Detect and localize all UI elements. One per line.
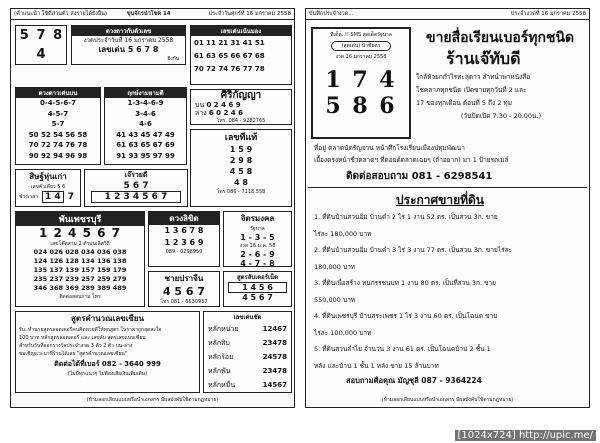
jiraw-v1: 1 - 3 - 5	[240, 233, 275, 242]
notice-line: 180,000 บาท	[314, 262, 356, 271]
odd-pair-box	[190, 25, 292, 85]
mitr-v1: 1 4	[42, 191, 64, 203]
notice-line: 3. ที่ดินเพื่อสร้าง ทนกรรชนบท 1 งาน 80 ตร. เป็นที่สวน 3ก. ขาย	[314, 279, 496, 287]
ruks-row: 3-4-6	[135, 109, 156, 118]
formula-line: รับ..ทำนายสูตรลอตเตอรี่คนคิดหวยดีให้ทุกสูตร ในราคาถูกสุดสะใจ	[19, 327, 162, 333]
sirikaya-label2: ล่าง	[195, 109, 207, 117]
pet-sub: เลขโต๊ดสาม 2 ตัวบนเลิศวิถี	[50, 241, 110, 247]
luck-line2: เลขเด่น 5 6 7 8	[98, 45, 159, 54]
number-grid	[15, 25, 67, 65]
notice-line: 5. ที่ดินสวนลำไย จำนวน 3 งาน 61 ตร. เป็นโฉนดบ้าน 2 ชั้น 1	[314, 345, 491, 353]
hits-row: หลักพัน 23478	[208, 367, 287, 375]
shop-line1: ขายสื่อเรียนเบอร์ทุกชนิด	[426, 30, 575, 46]
grid-cell: 5	[19, 28, 29, 43]
ruks-title: ฤกษ์งามยามดี	[105, 88, 186, 98]
ruks-box	[104, 87, 187, 165]
pet-row: 124 126 128 134 136 138	[33, 257, 127, 265]
badge-date: งวด 16 มกราคม 2558	[335, 54, 387, 60]
right-header	[306, 9, 589, 20]
pet-title: พันเพชรบุรี	[16, 212, 144, 226]
jin-box	[84, 169, 188, 207]
pet-row: 135 137 139 157 159 179	[33, 266, 127, 274]
left-header	[11, 9, 294, 20]
chai-title: ชายปราจีน	[164, 274, 204, 283]
daochid-v1: 1 3 6 7 8	[164, 226, 204, 235]
grid-cell: 4	[36, 47, 46, 62]
odd-pair-row: 61 63 65 66 67 68	[194, 52, 265, 60]
num-bottom: 5 8 6	[325, 93, 397, 119]
sirikaya-phone: โทร. 084 - 9282765	[216, 118, 266, 124]
daolak-title: ดวงดาวเด่นบน	[16, 88, 100, 98]
left-page	[10, 8, 295, 408]
lek-box	[190, 129, 292, 207]
right-header-left: บันทึกประจำงวด...	[309, 11, 354, 17]
sport-v1: 1 4 5 6	[228, 282, 287, 293]
left-header-left: (คำแนะนำ ใช้ดีส่วนตัว ส่งรายได้ยั่งยืน)	[14, 11, 108, 17]
luck-line1: งวดประจำวันที่ 16 มกราคม 2558	[83, 37, 174, 44]
daolak-row: 4-5-7	[47, 109, 69, 118]
grid-cell: 8	[53, 28, 63, 43]
daolak-row: 0-4-5-6-7	[40, 99, 76, 107]
jiraw-date: งวด 16.ม.ค. 58	[239, 243, 276, 249]
formula-line: สำหรับวันที่ออกรางวัลประจำงวด 3 ตัว 2 ตัว บน-ล่าง	[19, 343, 133, 349]
daolak-row: 90 92 94 96 98	[28, 151, 88, 160]
right-footer: (ห้ามลอกเลียนแบบหรือนำเอกสาร มีผลบังคับใช้ตามกฎหมาย)	[381, 397, 514, 403]
jiraw-box	[223, 211, 292, 267]
sirikaya-v1: 0 2 4 6 9	[206, 101, 241, 109]
ruks-row: 41 43 45 47 49	[116, 130, 175, 139]
shop-line2: ร้านเจ๊ทับดี	[446, 49, 521, 68]
daolak-row: 50 52 54 56 58	[28, 130, 88, 139]
right-page	[305, 8, 590, 408]
odd-pair-row: 01 11 21 31 41 51	[194, 39, 265, 47]
grid-cell: 7	[36, 28, 46, 43]
hits-row: หลักสิบ 23478	[208, 339, 287, 347]
pet-box	[15, 211, 145, 307]
pet-row: 235 237 239 257 259 279	[33, 275, 127, 283]
shop-address	[314, 142, 586, 166]
jin-v1: 5 6 7	[123, 181, 149, 191]
notice-line: 4. ที่ดินเพชรบุรี บ้านสระเพชร 1 ไร่ 3 งาน 60 ตร. เป็นโฉนด ขาย	[314, 312, 498, 320]
shop-body-line: ใกล้หัวยกกำไรทะลุดาว ลำทนำพาหนังสือ	[416, 73, 531, 81]
badge-title: (สุดเด่น) นำชัยดา	[331, 41, 391, 51]
formula-box	[15, 311, 200, 393]
notice-line: 1. ที่ดินบ้านสวนอิ่ม บ้านดำ 2 ไร่ 1 งาน 52 ตร. เป็นสวน 3ก. ขาย	[314, 213, 498, 221]
daolak-box	[15, 87, 101, 165]
jin-v2: 1 2 3 4 5 6 7	[91, 191, 181, 203]
left-footer: (ห้ามลอกเลียนแบบหรือนำเอกสาร มีผลบังคับใช้ตามกฎหมาย)	[86, 397, 219, 403]
lek-row: 2 9 8	[229, 156, 253, 165]
pet-note: ติดต่อสอบถาม โทร	[59, 294, 101, 300]
daochid-box	[148, 211, 220, 267]
shop-body-line: เยื้องตรงหน้าชีวตลาดฯ ที่ดอยด์ตลาดเฉยๆ (ถ้าอยาก) มา 1 ป้ายรถเมล์	[314, 156, 509, 164]
daolak-row: 5-7	[51, 120, 65, 128]
right-header-right: ประจำงวดที่ 16 มกราคม 2558	[510, 11, 586, 17]
chai-phone: โทร 081 - 6630937	[160, 299, 208, 305]
hits-row: หลักหน่วย 12467	[208, 325, 287, 333]
formula-line: ขอเชิญแวะมาที่ร้านได้เลย "สูตรคำนวณเลขเซียน"	[19, 351, 128, 357]
sms-box	[311, 27, 411, 139]
notice-line: 2. ที่ดินบ้านสวนอิ่ม บ้านคำ 3 ไร่ 3 งาน 77 ตร. เป็นสวน 3ก. ขายไร่ละ	[314, 246, 513, 254]
hits-title: เลขเด่นชัด	[233, 314, 262, 321]
jiraw-v2: 2 - 6 - 9	[240, 250, 275, 259]
notice-title: ประกาศขายที่ดิน	[396, 193, 485, 207]
jiraw-title: จิตรมงคล	[240, 214, 275, 223]
lek-phone: โทร 086 - 7118 558	[216, 189, 266, 195]
sirikaya-v2: 6 0 2 4 6	[208, 109, 243, 117]
notice-line: 550,000 บาท	[314, 295, 356, 304]
shop-body-line: โชคลาภทุกชนิด เปิดขายทุกวันที่ 2 และ	[416, 86, 527, 94]
num-top: 1 7 4	[325, 67, 397, 93]
mitr-v2: 7	[67, 192, 74, 202]
formula-phone: ติดต่อได้ที่เบอร์ 082 - 3640 999	[54, 360, 161, 368]
jin-title: เจ๊รวยดี	[124, 171, 148, 179]
mitr-title: สิษฐ์หุ่นเก่า	[29, 172, 67, 181]
left-header-right: ประจำวันศุกร์ที่ 16 มกราคม 2558	[208, 11, 291, 17]
lek-row: 4 5 8	[229, 167, 253, 176]
ruks-row: 61 63 65 67 69	[116, 141, 175, 149]
jiraw-sub: รัฐบาล	[250, 226, 265, 232]
sport-v2: 4 5 6 7	[242, 293, 273, 302]
sport-box	[223, 271, 292, 307]
formula-line: 100 บาท หลักสูตรลอตเตอรี่ และ เลขลับ สูตรเลขแบบเซียน	[19, 335, 146, 341]
mitr-sub: เลขตัวเดียว 5 6	[30, 184, 66, 190]
daochid-v2: 1 2 3 6 9	[164, 238, 204, 247]
luck-line3: ยิงกับ	[167, 56, 179, 62]
hits-row: หลักร้อย 24578	[208, 353, 287, 361]
ruks-row: 1-3-4-6-9	[127, 99, 164, 107]
odd-pair-title: เลขเด่นเน้นมอง	[191, 26, 291, 36]
daochid-phone: 089 - 0298950	[165, 249, 203, 255]
chai-v1: 4 5 6 7	[162, 285, 206, 298]
notice-list	[314, 209, 586, 374]
ruks-row: 4-6	[139, 120, 152, 128]
shop-body-line: (วันปิดเปิด 7.30 - 20.00น.)	[460, 112, 542, 120]
mitr-note: ช่วงเวลา	[19, 194, 39, 200]
daolak-row: 70 72 74 76 78	[28, 141, 88, 149]
hits-box	[203, 311, 292, 393]
sport-title: สูตรลับเดอร์เน็ต	[236, 274, 279, 281]
hits-row: หลักหมื่น 14567	[208, 381, 287, 389]
left-header-center: ขุนจักรนำโชค 14	[126, 11, 171, 17]
chai-box	[148, 271, 220, 307]
odd-pair-row: 70 72 74 76 77 78	[194, 65, 265, 73]
notice-line: ไร่ละ 180,000 บาท	[314, 229, 372, 238]
luck-title: ดวงดาวกับตัวเลข	[72, 26, 185, 36]
sirikaya-box	[190, 89, 292, 125]
jiraw-v3: 4 - 7 - 8	[240, 259, 275, 267]
sirikaya-title: ศิริกัญญา	[220, 90, 262, 101]
luck-box	[71, 25, 186, 65]
shop-contact: ติดต่อสอบถาม 081 - 6298541	[346, 171, 493, 182]
formula-title: สูตรคำนวณเลขเซียน	[70, 314, 145, 323]
lek-row: 4 8	[234, 178, 248, 187]
lek-title: เลขทีแท้	[224, 133, 258, 143]
daochid-title: ดวงลิขิต	[149, 212, 219, 225]
shop-body-line: ที่อยู่ ตลาดนัดรัญจวน หน้าศึกโรงเรียนเมืองปทุมพัฒนา	[314, 144, 465, 152]
watermark: [1024x724] http://upic.me/	[455, 430, 596, 441]
lek-row: 1 5 9	[229, 145, 253, 154]
sirikaya-label1: บน	[195, 101, 205, 109]
notice-line: หลัง และบ้าน 1 ชั้น 1 หลัง ขาย 15 ล้านบาท	[314, 361, 439, 370]
notice-contact: สอบถามคือคุณ มัญชุลี 087 - 9364224	[346, 376, 482, 385]
ruks-row: 91 93 95 97 99	[116, 151, 175, 160]
pet-main: 1 2 4 5 6 7	[39, 226, 121, 240]
pet-row: 024 026 028 034 036 038	[33, 248, 127, 256]
pet-row: 346 368 369 289 389 489	[33, 284, 127, 292]
shop-body-line: 17 ของทุกเดือน ต้อนที่ 5 ถึง 2 ทุ่ม	[416, 99, 513, 107]
notice-line: ไร่ละ 100,000 บาท	[314, 328, 372, 337]
shop-body	[416, 71, 586, 123]
sms-label: ทีเด็ด..!! SMS สุดเด็ดรัฐบาล	[330, 32, 392, 38]
mitr-box	[15, 169, 81, 207]
formula-sub: (ไม่มีทุกแนวๆ ไม่ต้องเสียเงินเพิ่มเติม)	[67, 371, 148, 377]
